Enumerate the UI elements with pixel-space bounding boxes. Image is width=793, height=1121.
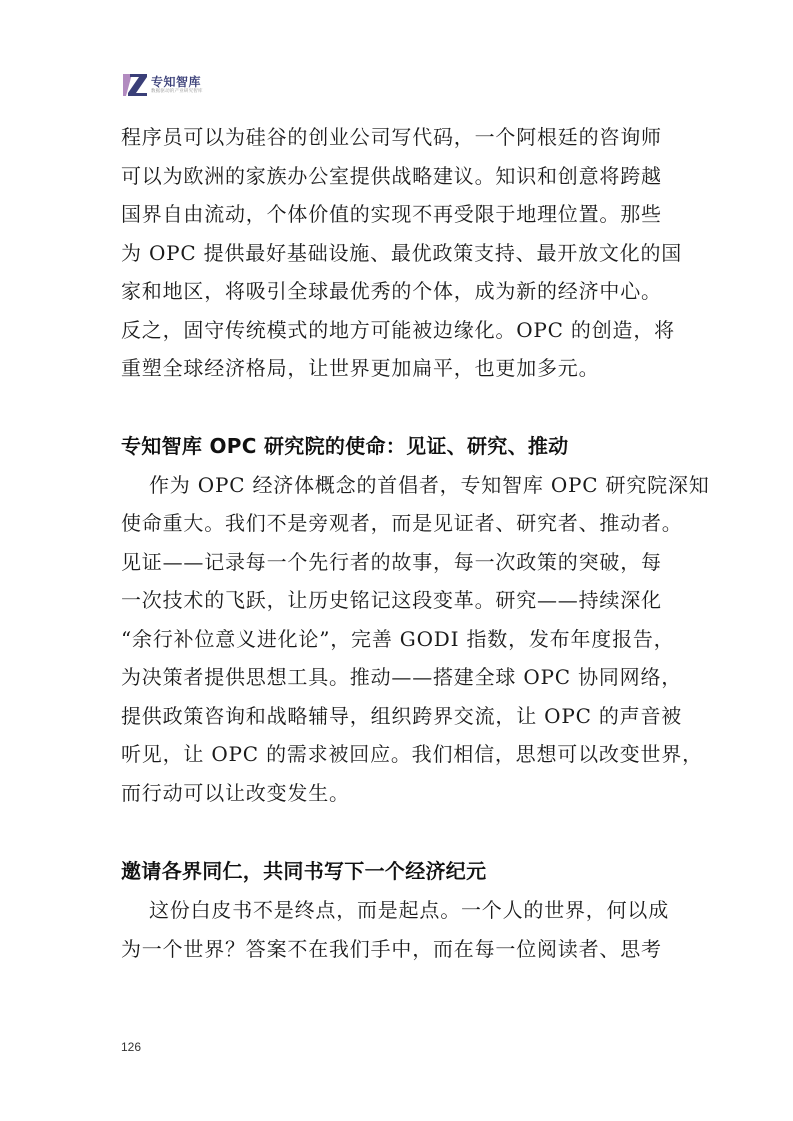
text-line: 国界自由流动，个体价值的实现不再受限于地理位置。那些 xyxy=(121,202,662,226)
logo-text xyxy=(151,75,203,95)
logo-name: 专知智库 xyxy=(151,75,202,89)
text-line: 重塑全球经济格局，让世界更加扁平，也更加多元。 xyxy=(121,356,600,380)
text-line: 为 OPC 提供最好基础设施、最优政策支持、最开放文化的国 xyxy=(121,240,683,265)
logo-subtitle: 数据驱动的产业研究智库 xyxy=(151,89,203,94)
text-line: 可以为欧洲的家族办公室提供战略建议。知识和创意将跨越 xyxy=(121,163,662,188)
page-content xyxy=(121,118,710,968)
zhuanzhi-logo-icon xyxy=(123,74,147,96)
page-number: 126 xyxy=(121,1040,142,1054)
text-line: 为一个世界？答案不在我们手中，而在每一位阅读者、思考 xyxy=(121,936,662,961)
text-line: 这份白皮书不是终点，而是起点。一个人的世界，何以成 xyxy=(149,898,669,922)
text-line: 家和地区，将吸引全球最优秀的个体，成为新的经济中心。 xyxy=(121,279,662,303)
text-line: 一次技术的飞跃，让历史铭记这段变革。研究——持续深化 xyxy=(121,588,662,612)
text-line: 为决策者提供思想工具。推动——搭建全球 OPC 协同网络， xyxy=(121,665,683,689)
page-header xyxy=(123,70,203,100)
text-line: 提供政策咨询和战略辅导，组织跨界交流，让 OPC 的声音被 xyxy=(121,703,683,728)
text-line: 作为 OPC 经济体概念的首倡者，专知智库 OPC 研究院深知 xyxy=(149,472,710,497)
invitation-paragraph xyxy=(121,891,681,968)
intro-paragraph xyxy=(121,118,681,388)
text-line: “余行补位意义进化论”，完善 GODI 指数，发布年度报告， xyxy=(121,626,675,651)
text-line: 程序员可以为硅谷的创业公司写代码，一个阿根廷的咨询师 xyxy=(121,125,662,149)
text-line: 见证——记录每一个先行者的故事，每一次政策的突破，每 xyxy=(121,549,662,574)
text-line: 而行动可以让改变发生。 xyxy=(121,780,350,805)
text-line: 反之，固守传统模式的地方可能被边缘化。OPC 的创造，将 xyxy=(121,317,675,342)
text-line: 听见，让 OPC 的需求被回应。我们相信，思想可以改变世界， xyxy=(121,742,703,766)
text-line: 使命重大。我们不是旁观者，而是见证者、研究者、推动者。 xyxy=(121,511,683,535)
section-heading-mission: 专知智库 OPC 研究院的使命：见证、研究、推动 xyxy=(121,433,569,458)
section-heading-invitation: 邀请各界同仁，共同书写下一个经济纪元 xyxy=(121,859,487,883)
mission-paragraph xyxy=(121,466,710,813)
